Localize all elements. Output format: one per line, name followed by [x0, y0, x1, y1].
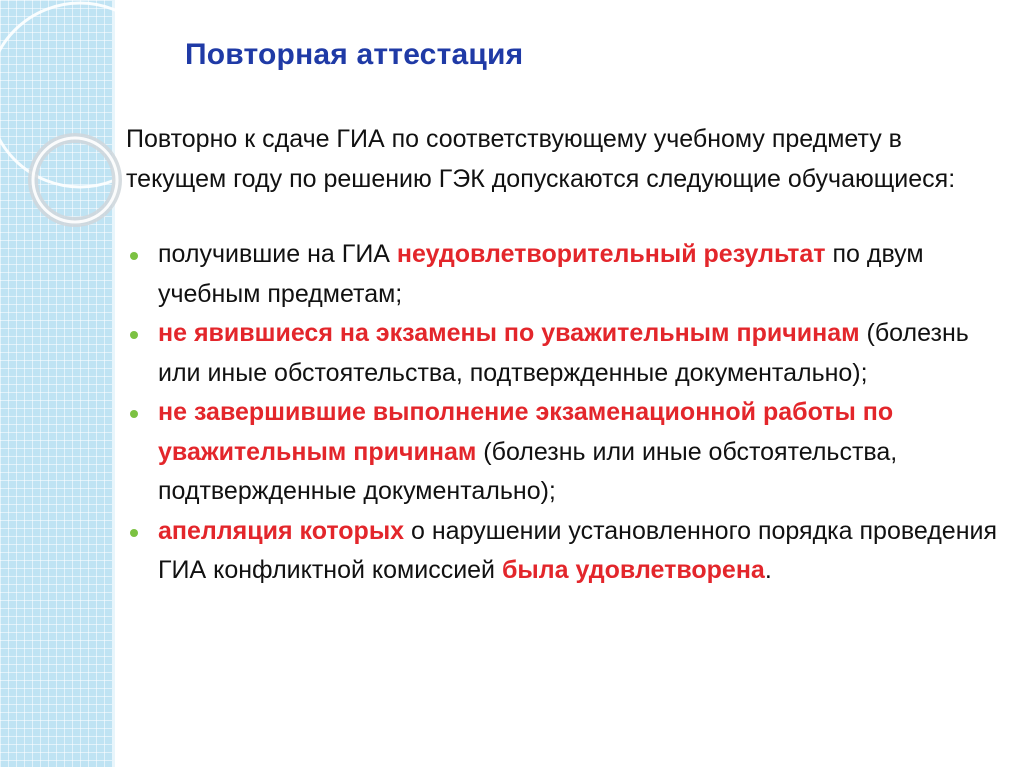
bullet-icon — [130, 410, 138, 418]
item-text: . — [764, 556, 772, 584]
criteria-list — [126, 235, 1006, 591]
slide-title: Повторная аттестация — [185, 38, 524, 71]
item-text: о нарушении установленного порядка проведения ГИА конфликтной комиссией — [158, 516, 998, 584]
item-highlight: не завершившие выполнение экзаменационной работы по уважительным причинам — [158, 398, 894, 466]
bullet-icon — [130, 529, 138, 537]
list-item — [126, 314, 1006, 393]
list-item — [126, 235, 1006, 314]
item-highlight: неудовлетворительный результат — [396, 240, 826, 268]
item-text: по двум учебным предметам; — [158, 240, 924, 308]
bullet-icon — [130, 252, 138, 260]
item-highlight: была удовлетворена — [501, 556, 765, 584]
list-item — [126, 393, 1006, 512]
item-text: получившие на ГИА — [158, 240, 397, 268]
item-text: (болезнь или иные обстоятельства, подтвержденные документально); — [158, 437, 898, 505]
intro-paragraph: Повторно к сдаче ГИА по соответствующему учебному предмету в текущем году по решению ГЭК допускаются следующие обучающиеся: — [126, 125, 956, 193]
bullet-icon — [130, 331, 138, 339]
item-highlight: не явившиеся на экзамены по уважительным причинам — [158, 319, 860, 347]
item-highlight: апелляция которых — [158, 516, 405, 545]
list-item — [126, 512, 1006, 591]
item-text: (болезнь или иные обстоятельства, подтвержденные документально); — [158, 319, 969, 387]
